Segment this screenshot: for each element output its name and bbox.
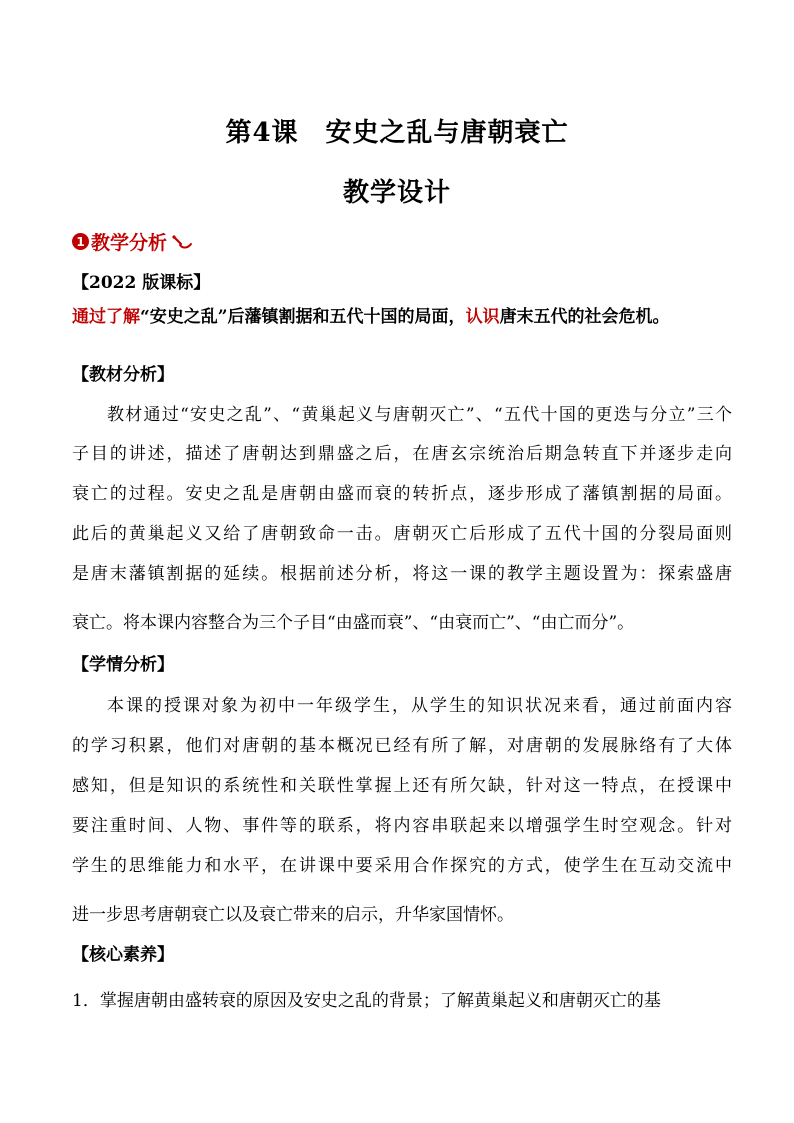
document-subtitle: 教学设计: [342, 178, 451, 208]
section-label: 教学分析: [91, 232, 168, 254]
students-line: 进一步思考唐朝衰亡以及衰亡带来的启示，升华家国情怀。: [72, 905, 514, 925]
students-line: 学生的思维能力和水平，在讲课中要采用合作探究的方式，使学生在互动交流中: [72, 856, 732, 876]
standard-text-middle: “安史之乱”后藩镇割据和五代十国的局面，: [140, 307, 466, 327]
standard-keyword-understand: 通过了解: [72, 307, 140, 327]
standard-text-suffix: 唐末五代的社会危机。: [499, 307, 670, 327]
students-line: 要注重时间、人物、事件等的联系，将内容串联起来以增强学生时空观念。针对: [72, 816, 732, 836]
core-item: 1．掌握唐朝由盛转衰的原因及安史之乱的背景；了解黄巢起义和唐朝灭亡的基: [72, 991, 661, 1011]
core-heading: 【核心素养】: [72, 945, 174, 965]
section-heading-teaching-analysis: [72, 228, 193, 255]
textbook-line: 教材通过“安史之乱”、“黄巢起义与唐朝灭亡”、“五代十国的更迭与分立”三个: [107, 405, 732, 425]
students-line: 本课的授课对象为初中一年级学生，从学生的知识状况来看，通过前面内容: [107, 696, 732, 716]
students-heading: 【学情分析】: [72, 655, 174, 675]
section-number-badge: 1: [72, 233, 89, 250]
standard-heading: 【2022 版课标】: [72, 273, 211, 293]
pencil-swirl-icon: [171, 233, 193, 251]
textbook-line: 子目的讲述，描述了唐朝达到鼎盛之后，在唐玄宗统治后期急转直下并逐步走向: [72, 444, 732, 464]
lesson-title: 第4课 安史之乱与唐朝衰亡: [225, 118, 569, 148]
textbook-line: 衰亡的过程。安史之乱是唐朝由盛而衰的转折点，逐步形成了藩镇割据的局面。: [72, 484, 732, 504]
standard-keyword-recognize: 认识: [465, 307, 500, 327]
textbook-line: 此后的黄巢起义又给了唐朝致命一击。唐朝灭亡后形成了五代十国的分裂局面则: [72, 524, 732, 544]
students-line: 感知，但是知识的系统性和关联性掌握上还有所欠缺，针对这一特点，在授课中: [72, 776, 732, 796]
textbook-line: 衰亡。将本课内容整合为三个子目“由盛而衰”、“由衰而亡”、“由亡而分”。: [72, 613, 635, 633]
textbook-heading: 【教材分析】: [72, 365, 174, 385]
textbook-line: 是唐末藩镇割据的延续。根据前述分析，将这一课的教学主题设置为：探索盛唐: [72, 564, 732, 584]
standard-text: [72, 306, 732, 328]
students-line: 的学习积累，他们对唐朝的基本概况已经有所了解，对唐朝的发展脉络有了大体: [72, 736, 732, 756]
